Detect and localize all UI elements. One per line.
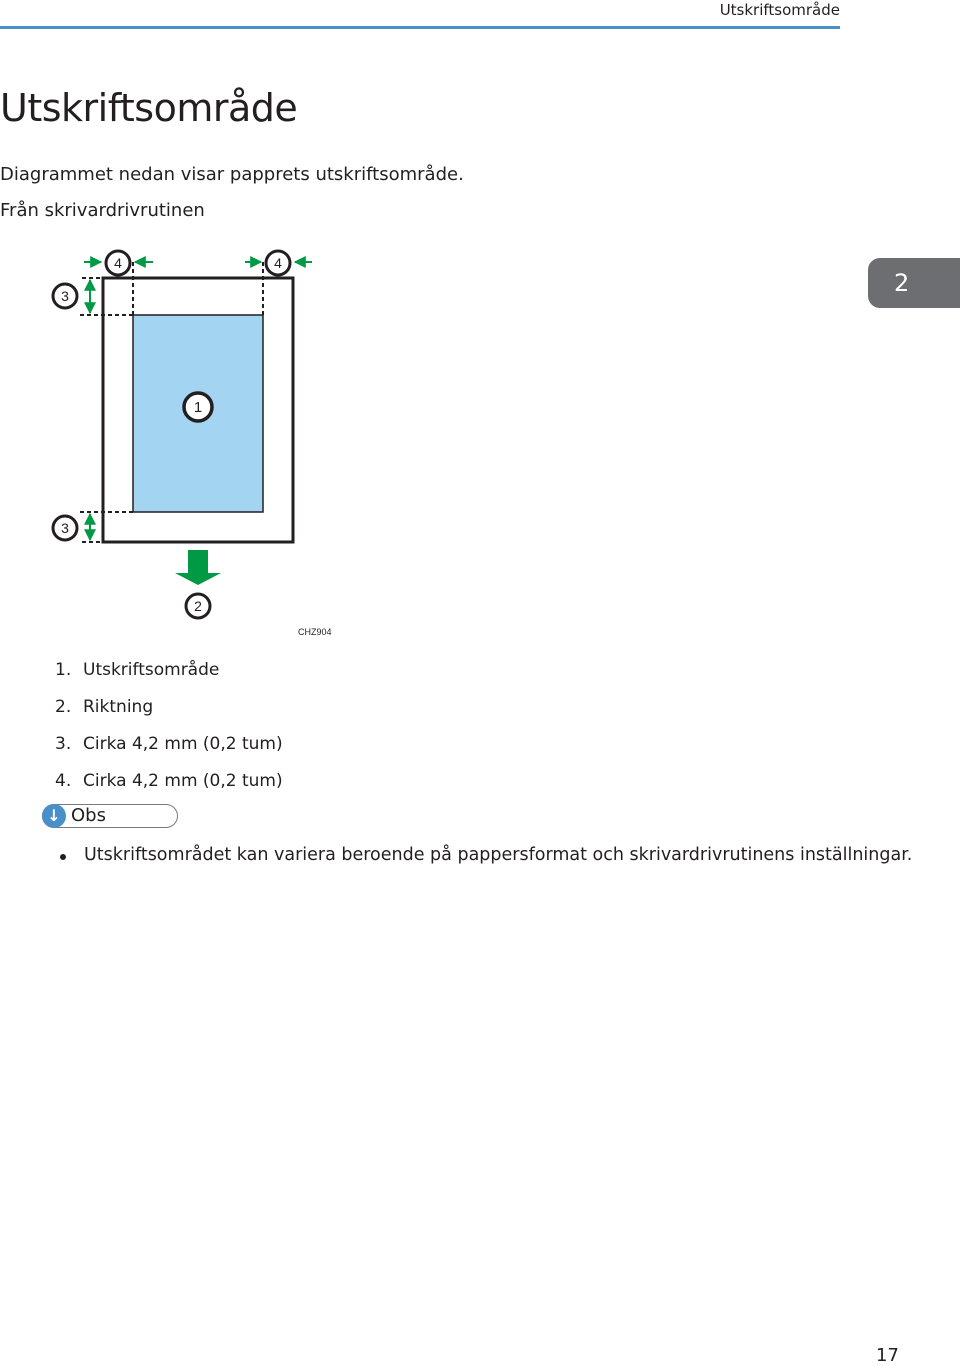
callout-4-left	[106, 251, 130, 275]
callout-3-bottom	[53, 516, 77, 540]
subheading: Från skrivardrivrutinen	[0, 200, 205, 221]
header-rule	[0, 26, 840, 29]
legend-item	[55, 656, 283, 693]
list-item	[60, 845, 912, 865]
callout-1-label: 1	[193, 399, 203, 416]
legend-text: Cirka 4,2 mm (0,2 tum)	[83, 734, 283, 754]
legend-item	[55, 730, 283, 767]
legend-item	[55, 767, 283, 804]
figure-code: CHZ904	[298, 627, 332, 637]
legend-list	[55, 656, 283, 804]
legend-number: 3.	[55, 734, 72, 754]
callout-2	[186, 594, 210, 618]
running-header: Utskriftsområde	[719, 1, 840, 19]
legend-text: Utskriftsområde	[83, 660, 220, 680]
callout-3-top	[53, 284, 77, 308]
direction-arrow	[175, 550, 221, 585]
callout-2-label: 2	[194, 598, 202, 614]
intro-text: Diagrammet nedan visar papprets utskriftsområde.	[0, 164, 464, 185]
bullet-text: Utskriftsområdet kan variera beroende på pappersformat och skrivardrivrutinens inställningar.	[84, 845, 913, 865]
note-bullet-list	[60, 845, 912, 865]
chapter-tab: 2	[868, 258, 960, 308]
page-number: 17	[876, 1345, 899, 1366]
legend-number: 4.	[55, 771, 72, 791]
note-label: Obs	[71, 805, 106, 826]
page-title: Utskriftsområde	[0, 86, 298, 130]
legend-number: 2.	[55, 697, 72, 717]
callout-3-label: 3	[61, 288, 69, 304]
callout-4-label: 4	[114, 255, 122, 271]
note-badge	[42, 804, 178, 828]
callout-1	[184, 393, 212, 421]
print-area-diagram	[40, 240, 340, 640]
arrow-down-icon: ↓	[42, 804, 66, 828]
legend-text: Riktning	[83, 697, 154, 717]
legend-number: 1.	[55, 660, 72, 680]
callout-4-label: 4	[274, 255, 282, 271]
callout-4-right	[266, 251, 290, 275]
legend-item	[55, 693, 283, 730]
callout-3-label: 3	[61, 520, 69, 536]
legend-text: Cirka 4,2 mm (0,2 tum)	[83, 771, 283, 791]
bullet-icon	[60, 854, 66, 860]
